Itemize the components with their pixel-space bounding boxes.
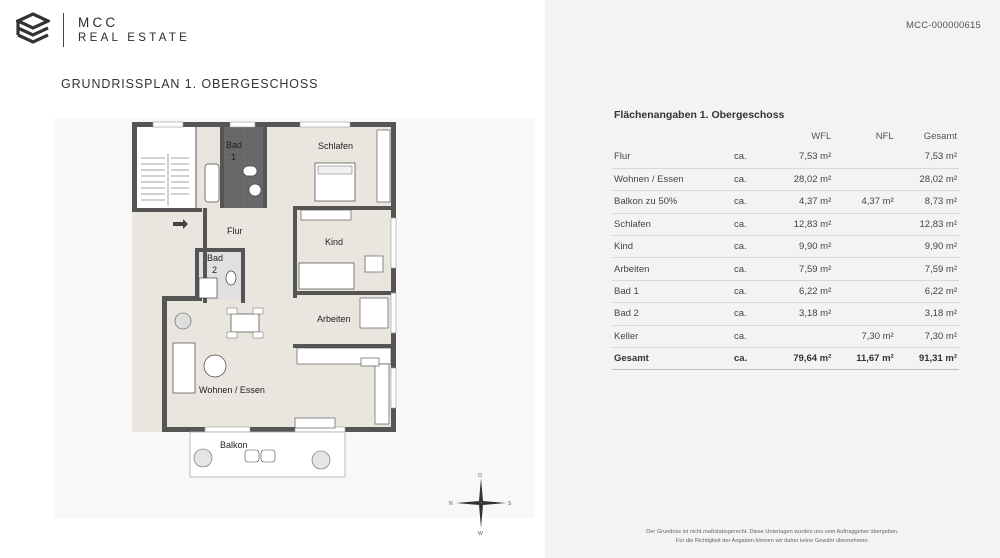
- area-table-header: [612, 126, 959, 146]
- total-row: [612, 348, 959, 370]
- row-label: Keller: [612, 325, 732, 347]
- total-gesamt: 91,31 m²: [896, 348, 959, 370]
- room-label-balkon: Balkon: [220, 440, 248, 450]
- row-nfl: 7,30 m²: [833, 325, 895, 347]
- row-label: Arbeiten: [612, 258, 732, 280]
- table-row: [612, 303, 959, 325]
- logo-divider: [63, 13, 64, 47]
- plan-title: GRUNDRISSPLAN 1. OBERGESCHOSS: [61, 77, 319, 91]
- document-id: MCC-000000615: [906, 20, 981, 31]
- row-nfl: [833, 258, 895, 280]
- row-label: Schlafen: [612, 213, 732, 235]
- total-wfl: 79,64 m²: [770, 348, 833, 370]
- room-label-bad2-num: 2: [212, 265, 218, 275]
- table-row: [612, 280, 959, 302]
- room-label-bad1-num: 1: [231, 152, 237, 162]
- row-label: Bad 2: [612, 303, 732, 325]
- row-wfl: 28,02 m²: [770, 168, 833, 190]
- row-wfl: 7,59 m²: [770, 258, 833, 280]
- row-ca: ca.: [732, 168, 770, 190]
- table-row: [612, 236, 959, 258]
- room-label-arbeiten: Arbeiten: [317, 314, 351, 324]
- compass-label-n: N: [449, 501, 453, 507]
- compass-icon: [448, 470, 514, 536]
- compass-label-s: S: [508, 501, 512, 507]
- compass-label-o: O: [478, 473, 482, 479]
- row-nfl: [833, 280, 895, 302]
- floor-plan: [55, 118, 535, 518]
- mcc-logo-icon: [16, 12, 50, 46]
- row-ca: ca.: [732, 258, 770, 280]
- room-label-kind: Kind: [325, 237, 344, 247]
- row-ca: ca.: [732, 325, 770, 347]
- area-info-panel: [545, 0, 1000, 558]
- row-ca: ca.: [732, 236, 770, 258]
- row-gesamt: 9,90 m²: [896, 236, 959, 258]
- room-label-bad2: Bad: [207, 253, 224, 263]
- room-label-schlafen: Schlafen: [318, 141, 354, 151]
- row-label: Wohnen / Essen: [612, 168, 732, 190]
- row-wfl: 12,83 m²: [770, 213, 833, 235]
- table-row: [612, 168, 959, 190]
- compass-label-w: W: [478, 531, 483, 536]
- row-nfl: [833, 303, 895, 325]
- row-wfl: [770, 325, 833, 347]
- row-wfl: 6,22 m²: [770, 280, 833, 302]
- table-row: [612, 191, 959, 213]
- row-wfl: 4,37 m²: [770, 191, 833, 213]
- disclaimer-line-2: Für die Richtigkeit der Angaben können wir daher keine Gewähr übernehmen.: [675, 538, 870, 544]
- row-nfl: [833, 146, 895, 168]
- column-header-gesamt: Gesamt: [923, 130, 957, 142]
- brand-subtitle: REAL ESTATE: [78, 32, 191, 44]
- column-header-wfl: WFL: [811, 130, 832, 142]
- row-nfl: [833, 213, 895, 235]
- brand-name: MCC: [78, 15, 119, 30]
- room-label-flur: Flur: [227, 226, 243, 236]
- row-label: Kind: [612, 236, 732, 258]
- row-gesamt: 6,22 m²: [896, 280, 959, 302]
- row-label: Bad 1: [612, 280, 732, 302]
- room-label-wohnen: Wohnen / Essen: [199, 385, 265, 395]
- row-ca: ca.: [732, 213, 770, 235]
- row-gesamt: 3,18 m²: [896, 303, 959, 325]
- row-wfl: 9,90 m²: [770, 236, 833, 258]
- row-ca: ca.: [732, 191, 770, 213]
- row-gesamt: 12,83 m²: [896, 213, 959, 235]
- row-nfl: [833, 236, 895, 258]
- table-row: [612, 258, 959, 280]
- area-table-title: Flächenangaben 1. Obergeschoss: [614, 109, 785, 121]
- row-wfl: 3,18 m²: [770, 303, 833, 325]
- column-header-nfl: NFL: [875, 130, 894, 142]
- row-ca: ca.: [732, 146, 770, 168]
- total-label: Gesamt: [612, 348, 732, 370]
- table-row: [612, 325, 959, 347]
- total-ca: ca.: [732, 348, 770, 370]
- row-nfl: [833, 168, 895, 190]
- row-ca: ca.: [732, 280, 770, 302]
- row-gesamt: 8,73 m²: [896, 191, 959, 213]
- row-label: Balkon zu 50%: [612, 191, 732, 213]
- disclaimer-line-1: Der Grundriss ist nicht maßstabsgerecht. Diese Unterlagen wurden uns vom Auftraggeber übergeben.: [646, 529, 899, 535]
- row-wfl: 7,53 m²: [770, 146, 833, 168]
- row-nfl: 4,37 m²: [833, 191, 895, 213]
- total-nfl: 11,67 m²: [833, 348, 895, 370]
- row-ca: ca.: [732, 303, 770, 325]
- row-gesamt: 7,53 m²: [896, 146, 959, 168]
- row-gesamt: 28,02 m²: [896, 168, 959, 190]
- row-gesamt: 7,30 m²: [896, 325, 959, 347]
- room-label-bad1: Bad: [226, 140, 243, 150]
- table-row: [612, 146, 959, 168]
- area-table: [612, 126, 959, 370]
- table-row: [612, 213, 959, 235]
- row-gesamt: 7,59 m²: [896, 258, 959, 280]
- row-label: Flur: [612, 146, 732, 168]
